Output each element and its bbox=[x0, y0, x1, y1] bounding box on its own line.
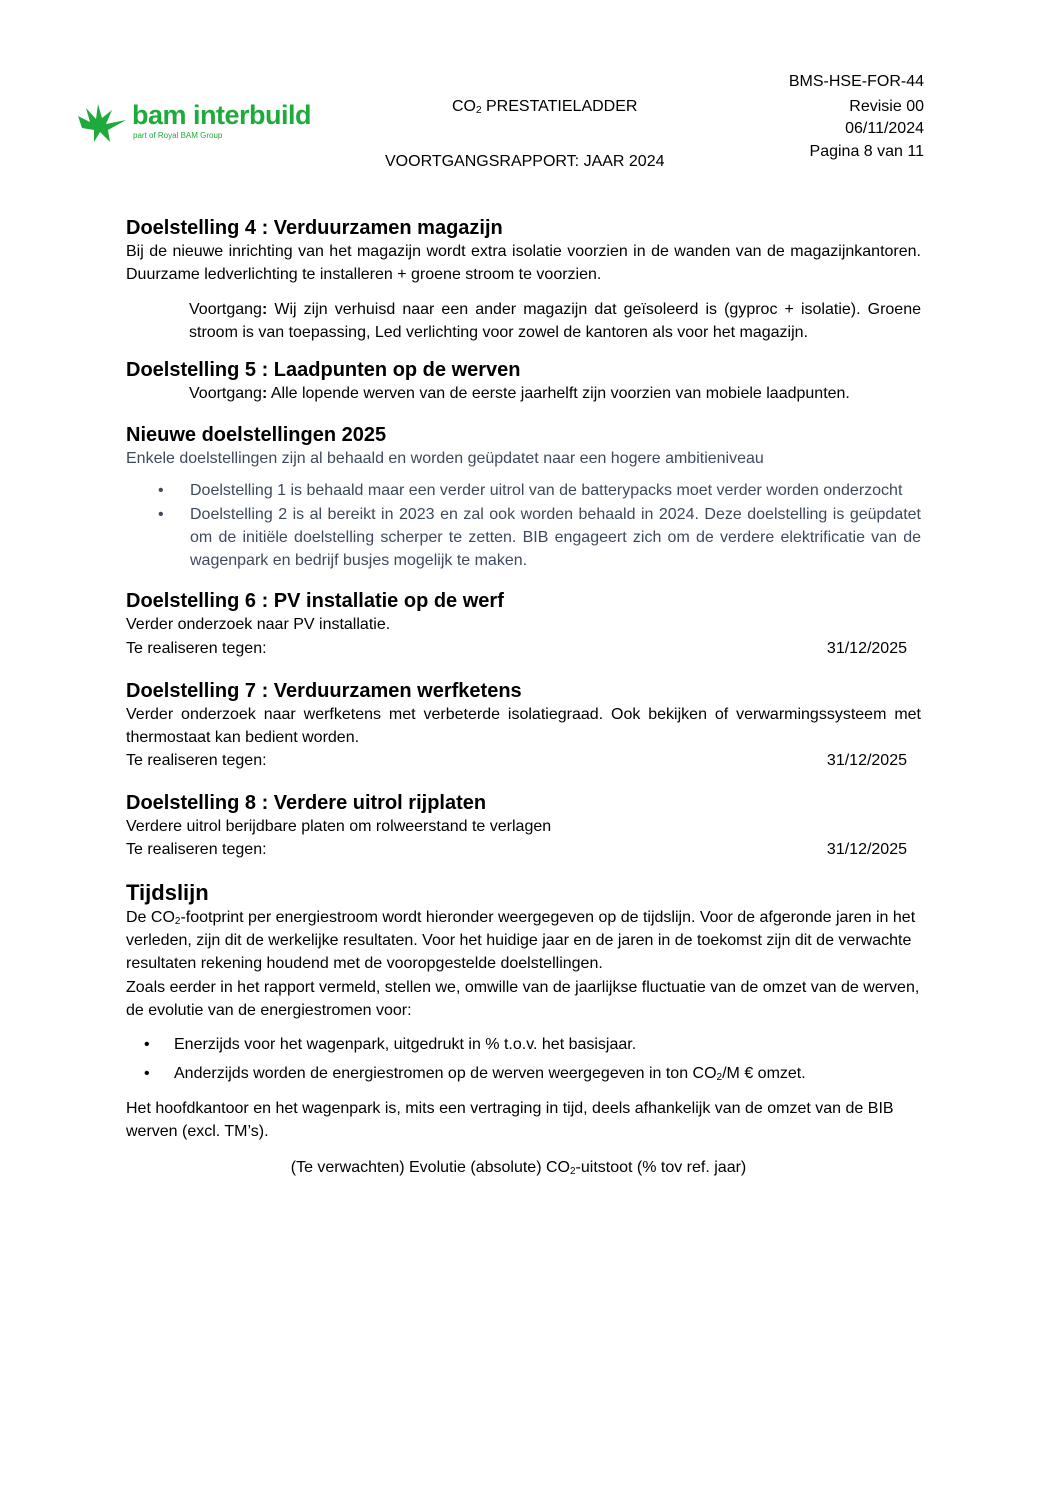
intro-nieuwe-doelstellingen: Enkele doelstellingen zijn al behaald en worden geüpdatet naar een hogere ambitieniveau bbox=[126, 450, 764, 467]
body-doelstelling-8: Verdere uitrol berijdbare platen om rolweerstand te verlagen bbox=[126, 818, 552, 835]
company-logo bbox=[76, 100, 346, 146]
heading-doelstelling-5: Doelstelling 5 : Laadpunten op de werven bbox=[126, 359, 521, 381]
bird-logo-icon bbox=[76, 102, 128, 144]
progress-doelstelling-5: Voortgang: Alle lopende werven van de eerste jaarhelft zijn voorzien van mobiele laadpunten. bbox=[189, 385, 850, 402]
heading-tijdslijn: Tijdslijn bbox=[126, 880, 209, 905]
due-row-doelstelling-6 bbox=[126, 637, 921, 660]
logo-text: bam interbuild bbox=[132, 100, 312, 130]
heading-doelstelling-7: Doelstelling 7 : Verduurzamen werfketens bbox=[126, 680, 522, 702]
due-date: 31/12/2025 bbox=[826, 752, 907, 769]
timeline-paragraph-1: De $CO_2$-footprint per energiestroom wordt hieronder weergegeven op de tijdslijn. Voor de afgeronde jaren in het verleden, zijn dit de werkelijke resultaten. Voor het huidige jaar en de jaren in de toekomst zijn dit de verwachte resultaten rekening houdend met de vooropgestelde doelstellingen. bbox=[126, 909, 916, 972]
body-doelstelling-4: Bij de nieuwe inrichting van het magazijn wordt extra isolatie voorzien in de wanden van de magazijnkantoren. Duurzame ledverlichting te installeren + groene stroom te voorzien. bbox=[126, 243, 921, 283]
body-doelstelling-7: Verder onderzoek naar werfketens met verbeterde isolatiegraad. Ook bekijken of verwarmingssysteem met thermostaat kan bedient worden. bbox=[126, 706, 921, 746]
new-goals-list bbox=[126, 479, 921, 572]
document-date: 06/11/2024 bbox=[845, 120, 924, 137]
list-item: • Enerzijds voor het wagenpark, uitgedrukt in % t.o.v. het basisjaar. bbox=[144, 1036, 637, 1053]
page-number: Pagina 8 van 11 bbox=[809, 143, 924, 160]
chart-caption: (Te verwachten) Evolutie (absolute) $CO_2$-uitstoot (% tov ref. jaar) bbox=[290, 1159, 747, 1177]
revision: Revisie 00 bbox=[849, 98, 924, 115]
heading-doelstelling-6: Doelstelling 6 : PV installatie op de werf bbox=[126, 590, 504, 612]
page-content bbox=[126, 216, 921, 1179]
heading-doelstelling-4: Doelstelling 4 : Verduurzamen magazijn bbox=[126, 217, 503, 239]
due-date: 31/12/2025 bbox=[826, 640, 907, 657]
heading-nieuwe-doelstellingen: Nieuwe doelstellingen 2025 bbox=[126, 424, 387, 446]
due-label: Te realiseren tegen: bbox=[126, 841, 267, 858]
document-title: $CO_2$ PRESTATIELADDER bbox=[452, 98, 638, 116]
due-label: Te realiseren tegen: bbox=[126, 640, 267, 657]
timeline-paragraph-2: Zoals eerder in het rapport vermeld, stellen we, omwille van de jaarlijkse fluctuatie van de omzet van de werven, de evolutie van de energiestromen voor: bbox=[126, 979, 920, 1019]
due-row-doelstelling-7 bbox=[126, 749, 921, 772]
timeline-paragraph-3: Het hoofdkantoor en het wagenpark is, mits een vertraging in tijd, deels afhankelijk van de omzet van de BIB werven (excl. TM’s). bbox=[126, 1100, 894, 1140]
list-item: • Doelstelling 1 is behaald maar een verder uitrol van de batterypacks moet verder worden onderzocht bbox=[158, 482, 903, 499]
due-date: 31/12/2025 bbox=[826, 841, 907, 858]
logo-subtitle: part of Royal BAM Group bbox=[133, 131, 223, 140]
document-code: BMS-HSE-FOR-44 bbox=[788, 73, 924, 90]
report-title: VOORTGANGSRAPPORT: JAAR 2024 bbox=[385, 153, 665, 170]
list-item: • Doelstelling 2 is al bereikt in 2023 en zal ook worden behaald in 2024. Deze doelstelling is geüpdatet om de initiële doelstelling scherper te zetten. BIB engageert zich om de verdere elektrificatie van de wagenpark en bedrijf busjes mogelijk te maken. bbox=[158, 506, 921, 569]
list-item: • Anderzijds worden de energiestromen op de werven weergegeven in ton $CO_2/M$ € omzet. bbox=[144, 1065, 806, 1083]
progress-doelstelling-4: Voortgang: Wij zijn verhuisd naar een ander magazijn dat geïsoleerd is (gyproc + isolatie). Groene stroom is van toepassing, Led verlichting voor zowel de kantoren als voor het magazijn. bbox=[189, 301, 921, 341]
due-label: Te realiseren tegen: bbox=[126, 752, 267, 769]
due-row-doelstelling-8 bbox=[126, 838, 921, 861]
body-doelstelling-6: Verder onderzoek naar PV installatie. bbox=[126, 616, 391, 633]
heading-doelstelling-8: Doelstelling 8 : Verdere uitrol rijplaten bbox=[126, 792, 487, 814]
timeline-list bbox=[126, 1033, 921, 1085]
